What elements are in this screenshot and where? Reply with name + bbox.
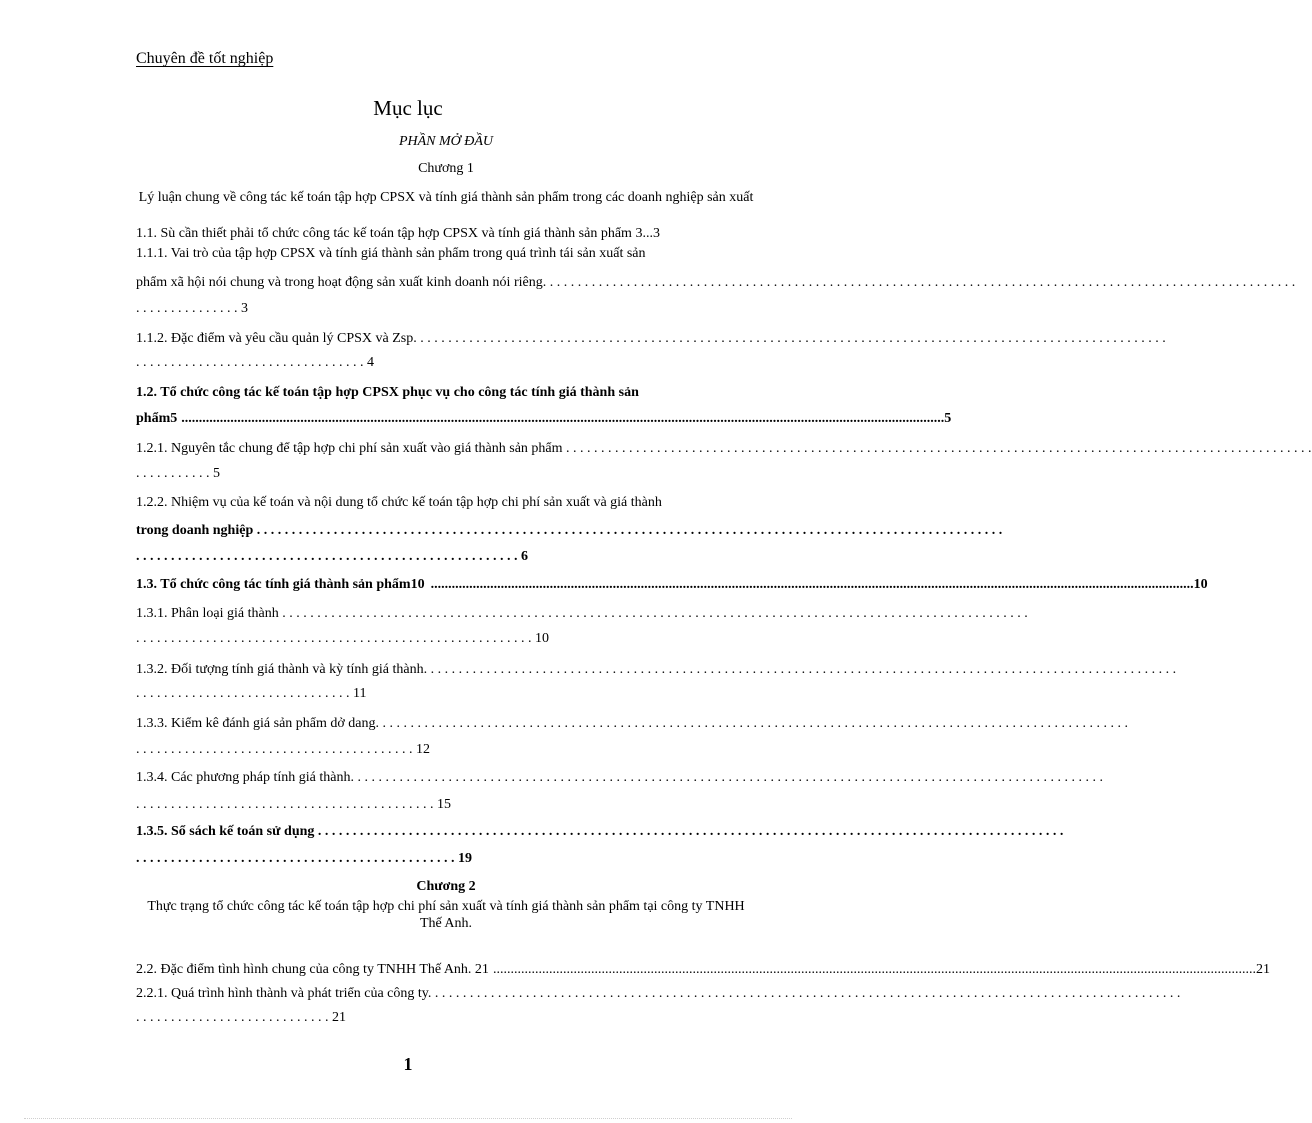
- page-bottom-divider: [24, 1118, 792, 1119]
- chapter1-title: Lý luận chung về công tác kế toán tập hợp CPSX và tính giá thành sản phẩm trong các doanh nghiệp sản xuất: [138, 190, 754, 205]
- toc-leader: ..........................................................................................................................................................................................................................: [492, 962, 1256, 977]
- toc-page-number: 10: [1193, 577, 1208, 592]
- toc-section-heading: 1.2. Tổ chức công tác kế toán tập hợp CPSX phục vụ cho công tác tính giá thành sản: [136, 385, 639, 400]
- toc-entry: 1.3.3. Kiểm kê đánh giá sản phẩm dở dang. . . .: [136, 717, 756, 731]
- toc-entry-page: . . . . . . . . . . . . . . . . . . . . . . . . . . . . . . . . . . . . . . . . 12: [136, 742, 430, 757]
- toc-entry: 1.3.1. Phân loại giá thành . . .: [136, 607, 756, 621]
- intro-heading: PHẦN MỞ ĐẦU: [398, 134, 494, 149]
- toc-entry-text: 2.2. Đặc điểm tình hình chung của công ty TNHH Thế Anh. 21: [136, 962, 489, 977]
- toc-leader: ..........................................................................................................................................................................................................................: [430, 577, 1194, 592]
- toc-section-heading-text: phẩm5: [136, 411, 178, 426]
- toc-page-number: 5: [944, 411, 952, 426]
- toc-entry-page: . . . . . . . . . . . . . . . . . . . . . . . . . . . . . . . . . . . . . . . . . . . . . . 19: [136, 851, 472, 866]
- chapter2-label: Chương 2: [416, 879, 476, 894]
- header-title: Chuyên đề tốt nghiệp: [136, 50, 274, 67]
- toc-entry: 1.3.5. Sổ sách kế toán sử dụng . . .: [136, 825, 756, 839]
- toc-page-number: 21: [1255, 962, 1270, 977]
- chapter2-title: Thực trạng tổ chức công tác kế toán tập hợp chi phí sản xuất và tính giá thành sản phẩm tại công ty TNHH Thế Anh.: [147, 899, 745, 931]
- toc-entry: phẩm xã hội nói chung và trong hoạt động sản xuất kinh doanh nói riêng. . . .: [136, 276, 756, 290]
- toc-section-heading-row: [136, 577, 1208, 592]
- toc-entry: trong doanh nghiệp . . .: [136, 524, 756, 538]
- toc-entry: 1.3.2. Đối tượng tính giá thành và kỳ tính giá thành. . . .: [136, 663, 756, 677]
- toc-entry-page: . . . . . . . . . . . . . . . . . . . . . . . . . . . . . . . . . . . . . . . . . . . 15: [136, 797, 451, 812]
- toc-entry-row: [136, 962, 1270, 977]
- toc-entry-page: . . . . . . . . . . . 5: [136, 466, 220, 481]
- toc-section-heading-row: [136, 411, 952, 426]
- toc-entry: 1.1.2. Đặc điểm và yêu cầu quản lý CPSX và Zsp. . . .: [136, 332, 756, 346]
- toc-leader: ..........................................................................................................................................................................................................................: [181, 411, 945, 426]
- toc-entry: 1.1. Sù cần thiết phải tổ chức công tác kế toán tập hợp CPSX và tính giá thành sản phẩm 3...3: [136, 226, 660, 241]
- toc-entry-page: . . . . . . . . . . . . . . . . . . . . . . . . . . . . . . . . . . . . . . . . . . . . . . . . . . . . . . . . . 10: [136, 631, 549, 646]
- toc-entry: 1.2.2. Nhiệm vụ của kế toán và nội dung tổ chức kế toán tập hợp chi phí sản xuất và giá thành: [136, 495, 662, 510]
- toc-entry-page: . . . . . . . . . . . . . . . . . . . . . . . . . . . . . . . . . . . . . . . . . . . . . . . . . . . . . . . 6: [136, 549, 528, 564]
- chapter1-label: Chương 1: [418, 161, 474, 176]
- toc-section-heading-text: 1.3. Tổ chức công tác tính giá thành sản phẩm10: [136, 577, 425, 592]
- toc-entry: 2.2.1. Quá trình hình thành và phát triển của công ty. . . .: [136, 987, 756, 1001]
- toc-entry-page: . . . . . . . . . . . . . . . 3: [136, 301, 248, 316]
- toc-entry: 1.3.4. Các phương pháp tính giá thành. . . .: [136, 771, 756, 785]
- toc-title: Mục lục: [373, 96, 443, 120]
- page-number: 1: [403, 1054, 413, 1074]
- toc-entry-page: . . . . . . . . . . . . . . . . . . . . . . . . . . . . . . . . . 4: [136, 355, 374, 370]
- toc-entry-page: . . . . . . . . . . . . . . . . . . . . . . . . . . . . 21: [136, 1010, 346, 1025]
- toc-entry: 1.1.1. Vai trò của tập hợp CPSX và tính giá thành sản phẩm trong quá trình tái sản xuất sản: [136, 246, 646, 261]
- toc-entry-page: . . . . . . . . . . . . . . . . . . . . . . . . . . . . . . . 11: [136, 686, 367, 701]
- toc-entry: 1.2.1. Nguyên tắc chung để tập hợp chi phí sản xuất vào giá thành sản phẩm . . .: [136, 442, 756, 456]
